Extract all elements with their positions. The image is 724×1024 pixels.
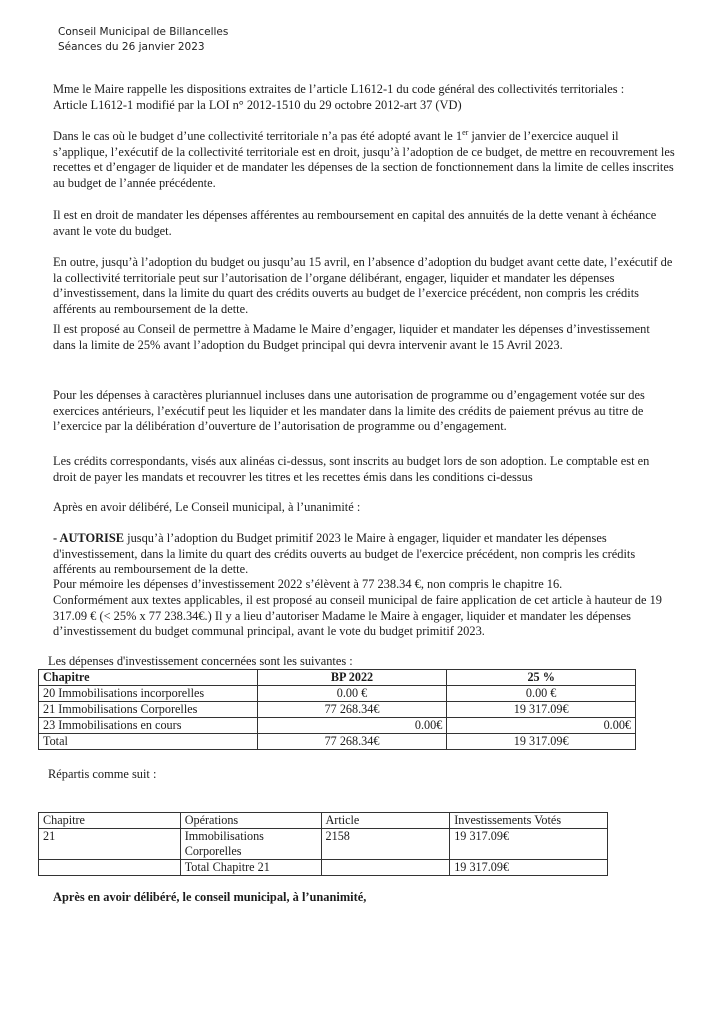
table-header-row [39,670,636,686]
table1-caption: Les dépenses d'investissement concernées sont les suivantes : [48,654,353,668]
session-date: Séances du 26 janvier 2023 [58,41,205,53]
table-cell: 19 317.09€ [450,829,608,860]
table-header: BP 2022 [257,670,447,686]
table-cell: 21 Immobilisations Corporelles [39,702,258,718]
table-row [39,702,636,718]
table-cell: 20 Immobilisations incorporelles [39,686,258,702]
paragraph-credits: Les crédits correspondants, visés aux alinéas ci-dessus, sont inscrits au budget lors de son adoption. Le comptable est en droit de payer les mandats et recouvrer les titres et les recettes émis dans les conditions ci-dessus [53,454,650,484]
paragraph-budget-rule-start: Dans le cas où le budget d’une collectivité territoriale n’a pas été adopté avant le 1 [53,129,463,143]
table-cell: 2158 [321,829,450,860]
intro-line-1: Mme le Maire rappelle les dispositions extraites de l’article L1612-1 du code général des collectivités territoriales : [53,82,625,96]
table-cell: 77 268.34€ [257,702,447,718]
intro-line-2: Article L1612-1 modifié par la LOI n° 2012-1510 du 29 octobre 2012-art 37 (VD) [53,97,462,112]
paragraph-authorise [53,531,675,578]
paragraph-application: Conformément aux textes applicables, il est proposé au conseil municipal de faire application de cet article à hauteur de 19 317.09 € (< 25% x 77 238.34€.) Il y a lieu d’autoriser Madame le Maire à engager, liquider et mandater les dépenses d’investissement du budget communal principal, avant le vote du budget primitif 2023. [53,593,662,638]
table-cell: 0.00 € [257,686,447,702]
paragraph-memo: Pour mémoire les dépenses d’investissement 2022 s’élèvent à 77 238.34 €, non compris le chapitre 16. [53,577,563,591]
paragraph-deliberation: Après en avoir délibéré, Le Conseil municipal, à l’unanimité : [53,500,361,514]
table-cell: 0.00€ [447,718,636,734]
table-row-total [39,860,608,876]
table-header: Chapitre [39,670,258,686]
authorise-text: jusqu’à l’adoption du Budget primitif 2023 le Maire à engager, liquider et mandater les dépenses d'investissement, dans la limite du quart des crédits ouverts au budget de l'exercice précédent, non compris les crédits afférents au remboursement de la dette. [53,531,636,576]
table-header: Chapitre [39,813,181,829]
superscript-er: er [462,127,469,137]
table-cell: Total [39,734,258,750]
table-header: Investissements Votés [450,813,608,829]
table-cell: 21 [39,829,181,860]
table-cell: 19 317.09€ [447,734,636,750]
paragraph-debt: Il est en droit de mandater les dépenses afférentes au remboursement en capital des annuités de la dette venant à échéance avant le vote du budget. [53,208,657,238]
table-row-total [39,734,636,750]
authorise-label: - AUTORISE [53,531,125,545]
allocation-table [38,812,608,876]
table-row [39,718,636,734]
paragraph-multiyear: Pour les dépenses à caractères pluriannuel incluses dans une autorisation de programme ou d’engagement votée sur des exercices antérieurs, l’exécutif peut les liquider et les mandater dans la limite des crédits de paiement prévus au titre de l’exercice par la délibération d’ouverture de l’autorisation de programme ou d’engagement. [53,388,645,433]
repartition-caption: Répartis comme suit : [48,767,157,781]
table-cell: 23 Immobilisations en cours [39,718,258,734]
intro-paragraph [53,82,675,113]
final-deliberation [53,890,675,906]
paragraph-budget-rule-end: janvier de l’exercice auquel il s’applique, l’exécutif de la collectivité territoriale est en droit, jusqu’à l’adoption de ce budget, de mettre en recouvrement les recettes et d’engager de liquider et de mandater les dépenses de la section de fonctionnement dans la limite de celles inscrites au budget de l’année précédente. [53,129,675,190]
table-cell [39,860,181,876]
paragraph-investment: En outre, jusqu’à l’adoption du budget ou jusqu’au 15 avril, en l’absence d’adoption du budget avant cette date, l’exécutif de la collectivité territoriale peut sur l’autorisation de l’organe délibérant, engager, liquider et mandater les dépenses d’investissement, dans la limite du quart des crédits ouverts au budget de l’exercice précédent, non compris les crédits afférents au remboursement de la dette. [53,255,673,316]
table-row [39,686,636,702]
table-row [39,829,608,860]
investment-table [38,669,636,750]
table-cell: 19 317.09€ [450,860,608,876]
table-cell: 0.00€ [257,718,447,734]
table-header-row [39,813,608,829]
table-cell: 19 317.09€ [447,702,636,718]
final-deliberation-text: Après en avoir délibéré, le conseil municipal, à l’unanimité, [53,890,367,904]
council-name: Conseil Municipal de Billancelles [58,26,229,38]
table-header: Article [321,813,450,829]
table-cell: 77 268.34€ [257,734,447,750]
paragraph-proposal: Il est proposé au Conseil de permettre à Madame le Maire d’engager, liquider et mandater les dépenses d’investissement dans la limite de 25% avant l’adoption du Budget principal qui devra intervenir avant le 15 Avril 2023. [53,322,650,352]
table-cell: Total Chapitre 21 [180,860,321,876]
table-header: Opérations [180,813,321,829]
table-cell [321,860,450,876]
table-header: 25 % [447,670,636,686]
paragraph-budget-rule [53,129,675,191]
table-cell: 0.00 € [447,686,636,702]
table-cell: Immobilisations Corporelles [180,829,321,860]
